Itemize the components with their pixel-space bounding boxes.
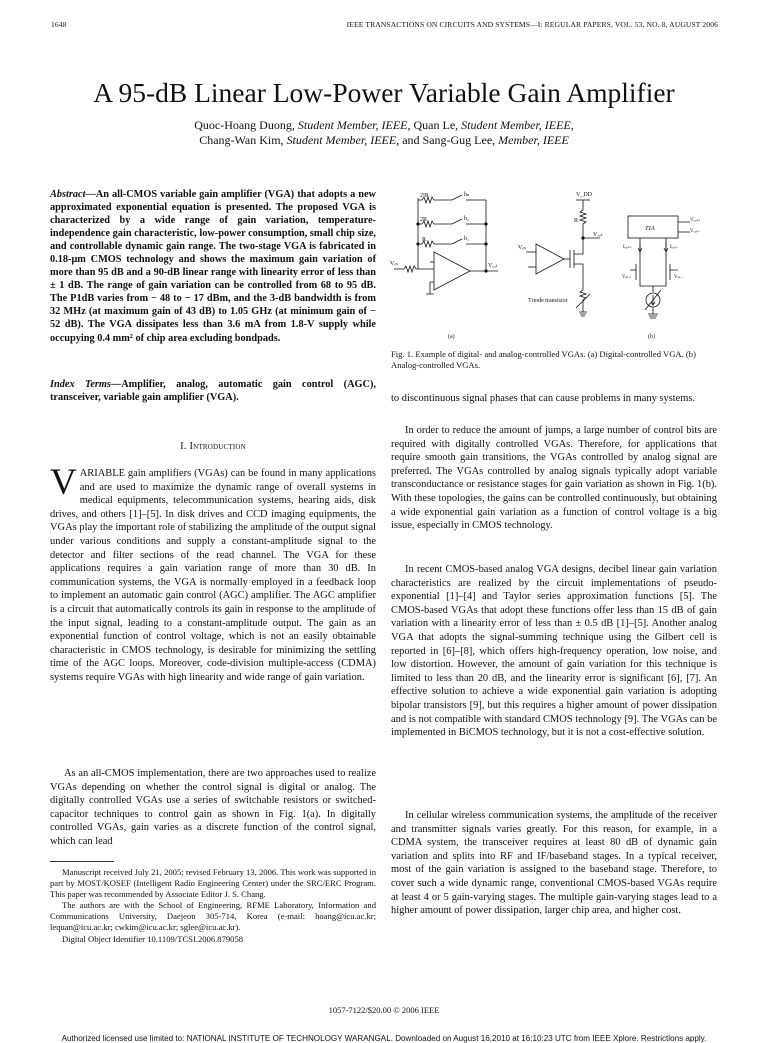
section-title: Introduction <box>189 441 246 452</box>
label-vin-b: Vᵢₙ <box>518 245 526 251</box>
journal-header: IEEE TRANSACTIONS ON CIRCUITS AND SYSTEMS—I: REGULAR PAPERS, VOL. 53, NO. 8, AUGUST 2006 <box>346 20 718 29</box>
label-triode: Triode transistor <box>528 298 568 304</box>
footnote-doi: Digital Object Identifier 10.1109/TCSI.2006.879058 <box>62 933 244 944</box>
intro-paragraph-1 <box>50 462 376 685</box>
label-vout-b: Vₒᵤₜ <box>593 232 603 238</box>
right-paragraph-3: In recent CMOS-based analog VGA designs, decibel linear gain variation characteristics are realized by the circuit implementations of pseudo-exponential [1]–[4] and Taylor series approximation functions [5]. The CMOS-based VGAs that adopt these functions offer less than 15 dB of gain variation with a linearity error of less than ± 0.5 dB [1]–[5]. Another analog VGA that adopts the signal-summing technique using the Gilbert cell is reported in [6]–[8], which offers high-frequency operation, low noise, and low distortion. However, the amount of gain variation for this technique is limited to less than 20 dB, and the linearity error is significant [6], [7]. An effective solution to achieve a wide exponential gain variation is adopting bipolar transistors [9], but this requires a higher amount of power dissipation and is not compatible with standard CMOS technology [9]. The VGAs can be implemented in BiCMOS technology, but it is not a cost-effective solution. <box>391 564 717 739</box>
index-terms <box>50 378 376 404</box>
footnote-affiliation: The authors are with the School of Engineering, RFME Laboratory, Information and Communications University, Daejeon 305-714, Korea (e-mail: hoang@icu.ac.kr; lequan@icu.ac.kr; cwkim@icu.ac.kr; sglee@icu.ac.kr). <box>50 900 376 933</box>
intro-paragraph-2: As an all-CMOS implementation, there are two approaches used to realize VGAs depending on whether the control signal is digital or analog. The digitally controlled VGAs use a series of switchable resistors or switched-capacitor techniques to control gain as shown in Fig. 1(a). In digitally controlled VGAs, gain varies as a discrete function of the control signal, which can lead <box>50 768 376 847</box>
section-heading <box>50 441 376 452</box>
author-line-1: Quoc-Hoang Duong, Student Member, IEEE, Quan Le, Student Member, IEEE, <box>194 118 574 132</box>
author-name: Quan Le <box>413 118 456 132</box>
label-voutm: Vₒᵤₜ₋ <box>690 229 701 234</box>
figure-1a-circuit <box>394 195 498 294</box>
copyright-line: 1057-7122/$20.00 © 2006 IEEE <box>328 1005 440 1015</box>
author-name: Chang-Wan Kim <box>199 133 281 147</box>
author-role: Student Member, IEEE <box>297 118 408 132</box>
label-vinp: Vᵢₙ₊ <box>622 275 632 280</box>
abstract <box>50 188 376 345</box>
right-paragraph-2: In order to reduce the amount of jumps, a large number of control bits are required with digitally controlled VGAs. Therefore, for applications that require smooth gain transitions, the VGAs controlled by analog signal are preferred. The VGAs controlled by analog signals typically adopt variable transconductance or resistance stages for gain variation as shown in Fig. 1(b). With these topologies, the gains can be controlled continuously, but obtaining a wide exponential gain variation as a function of control voltage is a big issue, especially in CMOS technology. <box>391 425 717 532</box>
figure-1 <box>390 186 720 346</box>
license-banner: Authorized licensed use limited to: NATIONAL INSTITUTE OF TECHNOLOGY WARANGAL. Downloaded on August 16,2010 at 16:10:23 UTC from IEEE Xplore. Restrictions apply. <box>61 1034 707 1043</box>
label-vin-a: Vᵢₙ <box>390 261 398 267</box>
label-r1: R <box>422 237 427 243</box>
author-line-2: Chang-Wan Kim, Student Member, IEEE, and Sang-Gug Lee, Member, IEEE <box>199 133 569 147</box>
label-bn: bₙ <box>464 192 470 198</box>
label-vdd: V_DD <box>576 192 592 198</box>
label-r-b: R <box>574 218 579 224</box>
label-r2n: 2ⁿR <box>420 193 429 199</box>
abstract-text: An all-CMOS variable gain amplifier (VGA) that adopts a new approximated exponential equation is presented. The proposed VGA is characterized by a wide range of gain variation, temperature-independence gain characteristic, low-power consumption, small chip size, and controllable dynamic gain range. The two-stage VGA is fabricated in 0.18-μm CMOS technology and shows the maximum gain variation of more than 95 dB and a 90-dB linear range with linearity error of less than ± 1 dB. The range of gain variation can be controlled from 68 to 95 dB. The P1dB varies from − 48 to − 17 dBm, and the 3-dB bandwidth is from 32 MHz (at maximum gain of 43 dB) to 1.05 GHz (at minimum gain of − 52 dB). The VGA dissipates less than 3.6 mA from 1.8-V supply while occupying 0.4 mm² of chip area excluding bondpads. <box>50 189 376 344</box>
label-ioutm: Iₒᵤₜ₋ <box>670 245 679 250</box>
label-r2: 2R <box>420 217 428 223</box>
footnotes <box>50 867 376 945</box>
paper-title: A 95-dB Linear Low-Power Variable Gain Amplifier <box>93 77 675 108</box>
section-number: I. <box>180 441 187 452</box>
author-role: Student Member, IEEE <box>286 133 397 147</box>
label-b1: b₁ <box>464 236 470 242</box>
abstract-label: Abstract— <box>50 189 96 200</box>
right-paragraph-1: to discontinuous signal phases that can cause problems in many systems. <box>391 393 696 404</box>
index-terms-text: Amplifier, analog, automatic gain control (AGC), transceiver, variable gain amplifier (VGA). <box>50 379 376 404</box>
label-voutp: Vₒᵤₜ₊ <box>690 218 701 223</box>
label-b2: b₂ <box>464 216 470 222</box>
paragraph-text: ARIABLE gain amplifiers (VGAs) can be found in many applications and are used to maximize the dynamic range of overall systems in medical equipments, telecommunication systems, hearing aids, disk drives, and others [1]–[5]. In disk drives and CCD imaging equipments, the VGAs play the important role of stabilizing the amplitude of the output signal under various conditions and supply a constant-amplitude signal to the detector and filter sections of the read channel. The VGA for these applications requires a gain variation range of more than 30 dB. In communication systems, the VGA is normally employed in a feedback loop to implement an automatic gain control (AGC) amplifier. The AGC amplifier is a circuit that automatically controls its gain in response to the amplitude of the input signal, leading to a constant-amplitude output. The gain as an exponential function of control voltage, which is not an easily obtainable characteristic in CMOS technology, is desirable for minimizing the settling time of the AGC loops. Moreover, code-division multiple-access (CDMA) systems require VGAs with high linearity and wide range of gain variation. <box>50 468 376 683</box>
figure-caption: Fig. 1. Example of digital- and analog-controlled VGAs. (a) Digital-controlled VGA. (b) Analog-controlled VGAs. <box>391 349 696 371</box>
footnote-divider <box>50 861 114 862</box>
author-name: Sang-Gug Lee <box>422 133 493 147</box>
figure-1b-circuit <box>628 216 690 318</box>
footnote-manuscript: Manuscript received July 21, 2005; revised February 13, 2006. This work was supported in part by MOST/KOSEF (Intelligent Radio Engineering Center) under the SRC/ERC Program. This paper was recommended by Associate Editor J. S. Chang. <box>50 867 376 900</box>
label-sub-a: (a) <box>448 334 455 340</box>
author-conjunction: and <box>402 133 420 147</box>
author-name: Quoc-Hoang Duong <box>194 118 292 132</box>
label-vout-a: Vₒᵤₜ <box>488 263 498 269</box>
author-role: Member, IEEE <box>498 133 569 147</box>
label-sub-b: (b) <box>648 334 655 340</box>
author-role: Student Member, IEEE <box>461 118 571 132</box>
index-terms-label: Index Terms— <box>50 379 122 390</box>
right-paragraph-4: In cellular wireless communication systems, the amplitude of the receiver and transmitter signals varies greatly. For this reason, for example, in a CDMA system, the transceiver requires at least 80 dB of dynamic gain variation and splits into RF and IF/baseband stages. In a typical receiver, most of the gain variation is assigned to the baseband stage. Therefore, to cover such a wide dynamic range, conventional CMOS-based VGAs require at least 4 or 5 gain-varying stages. The multiple gain-varying stages lead to a higher amount of power dissipation, larger chip area, and higher cost. <box>391 810 717 917</box>
page-number: 1648 <box>51 20 67 29</box>
label-vinm: Vᵢₙ₋ <box>674 275 684 280</box>
label-ioutp: Iₒᵤₜ₊ <box>623 245 632 250</box>
drop-cap: V <box>50 462 77 503</box>
label-tia: TIA <box>645 225 655 232</box>
